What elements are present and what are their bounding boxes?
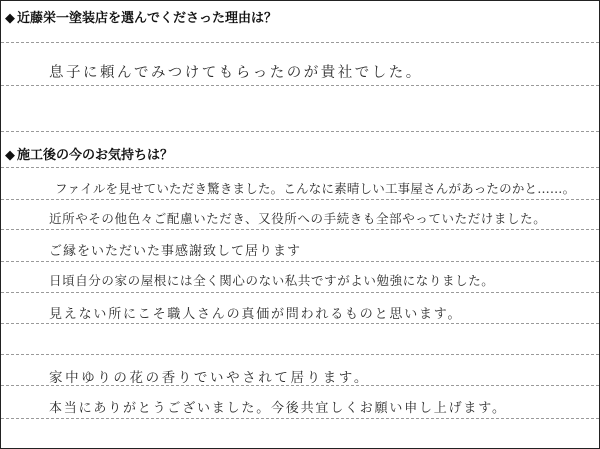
handwritten-answer-line: 息子に頼んでみつけてもらったのが貴社でした。: [49, 65, 423, 81]
ruled-line: [1, 85, 599, 86]
handwritten-answer-line: 本当にありがとうございました。今後共宜しくお願い申し上げます。: [49, 401, 507, 416]
question-feeling-text: 施工後の今のお気持ちは？: [17, 148, 174, 163]
ruled-line: [1, 292, 599, 293]
ruled-line: [1, 418, 599, 419]
handwritten-answer-line: ファイルを見せていただき驚きました。こんなに素晴しい工事屋さんがあったのかと……。: [55, 181, 576, 196]
handwritten-answer-line: 日頃自分の家の屋根には全く関心のない私共ですがよい勉強になりました。: [49, 273, 495, 288]
ruled-line: [1, 323, 599, 324]
handwritten-answer-line: 家中ゆりの花の香りでいやされて居ります。: [49, 370, 370, 386]
diamond-marker: ◆: [5, 148, 15, 163]
handwritten-answer-line: ご縁をいただいた事感謝致して居ります: [49, 244, 302, 259]
diamond-marker: ◆: [5, 11, 15, 26]
ruled-line: [1, 131, 599, 132]
question-feeling-heading: [5, 144, 173, 163]
question-reason-heading: [5, 7, 277, 26]
ruled-line: [1, 354, 599, 355]
handwritten-answer-line: 見えない所にこそ職人さんの真価が問われるものと思います。: [49, 307, 463, 322]
question-reason-text: 近藤栄一塗装店を選んでくださった理由は？: [17, 11, 278, 26]
ruled-line: [1, 229, 599, 230]
ruled-line: [1, 261, 599, 262]
ruled-line: [1, 167, 599, 168]
ruled-line: [1, 199, 599, 200]
handwritten-answer-line: 近所やその他色々ご配慮いただき、又役所への手続きも全部やっていただけました。: [49, 211, 547, 226]
ruled-line: [1, 42, 599, 43]
